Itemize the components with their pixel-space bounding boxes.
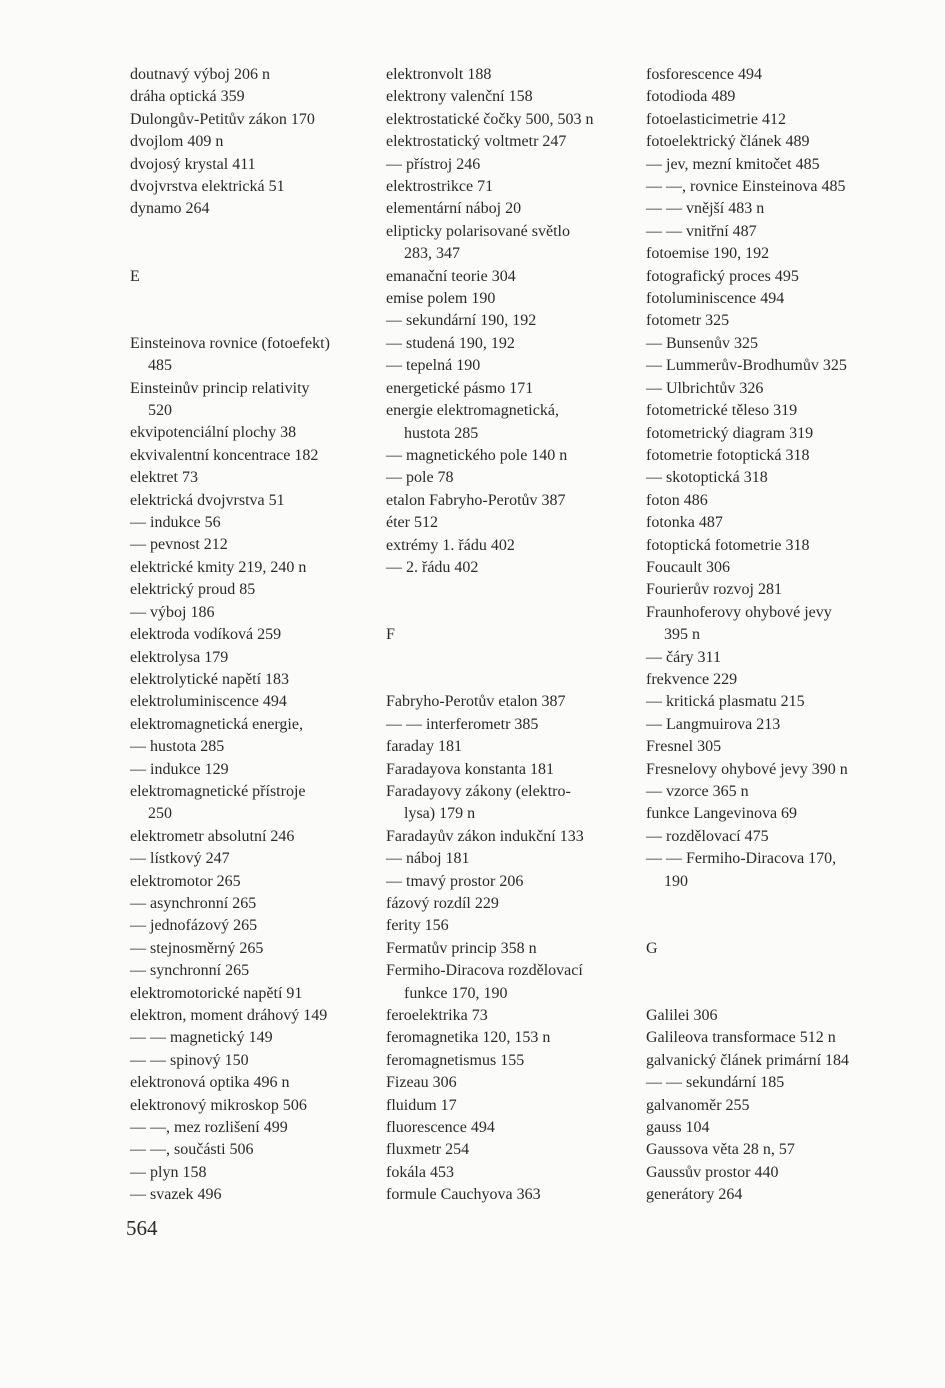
index-entry: dvojvrstva elektrická 51 — [130, 178, 285, 196]
index-entry: etalon Fabryho-Perotův 387 — [386, 491, 566, 509]
index-entry: fotoluminiscence 494 — [646, 290, 785, 308]
index-entry: Faradayovy zákony (elektro- — [386, 782, 571, 800]
index-entry: fotometrie fotoptická 318 — [646, 446, 810, 464]
index-entry: elektrostatický voltmetr 247 — [386, 133, 567, 151]
index-entry: feromagnetismus 155 — [386, 1051, 525, 1069]
index-entry: funkce Langevinova 69 — [646, 805, 798, 823]
index-entry: dynamo 264 — [130, 200, 210, 218]
index-entry: — — sekundární 185 — [646, 1074, 785, 1092]
index-entry: elementární náboj 20 — [386, 200, 522, 218]
index-entry: — magnetického pole 140 n — [386, 446, 568, 464]
index-entry: Fermiho-Diracova rozdělovací — [386, 962, 583, 980]
index-spacer — [646, 983, 908, 1005]
index-entry: elektromagnetické přístroje — [130, 782, 306, 800]
index-entry: fotometr 325 — [646, 312, 730, 330]
index-entry: fotometrický diagram 319 — [646, 424, 814, 442]
index-column-1 — [130, 64, 382, 1207]
index-entry: — náboj 181 — [386, 850, 470, 868]
index-entry: fokála 453 — [386, 1163, 454, 1181]
index-entry: — čáry 311 — [646, 648, 721, 666]
index-entry: fotonka 487 — [646, 514, 723, 532]
index-entry: — Bunsenův 325 — [646, 334, 758, 352]
index-entry-continuation: hustota 285 — [404, 424, 479, 442]
index-entry: elektrometr absolutní 246 — [130, 827, 295, 845]
index-entry: — lístkový 247 — [130, 850, 230, 868]
index-spacer — [386, 579, 640, 601]
index-entry: elektron, moment dráhový 149 — [130, 1007, 328, 1024]
index-entry: elektromotor 265 — [130, 872, 241, 890]
index-entry: doutnavý výboj 206 n — [130, 66, 270, 83]
index-entry: Faradayova konstanta 181 — [386, 760, 554, 778]
index-entry: ferity 156 — [386, 917, 449, 935]
index-entry: — jednofázový 265 — [130, 917, 258, 935]
index-column-3 — [646, 64, 908, 1207]
index-entry: elektronvolt 188 — [386, 66, 492, 83]
index-entry: Fourierův rozvoj 281 — [646, 581, 782, 599]
index-entry: — synchronní 265 — [130, 962, 250, 980]
index-entry-continuation: 485 — [148, 357, 172, 375]
index-entry: — — Fermiho-Diracova 170, — [646, 850, 837, 868]
page-number: 564 — [126, 1216, 158, 1240]
index-entry: — — vnitřní 487 — [646, 222, 757, 240]
index-entry: fosforescence 494 — [646, 66, 762, 83]
index-entry: extrémy 1. řádu 402 — [386, 536, 515, 554]
index-letter-heading: G — [646, 939, 658, 957]
index-entry: ekvivalentní koncentrace 182 — [130, 446, 319, 464]
index-entry-continuation: 395 n — [664, 626, 700, 644]
index-entry: Fermatův princip 358 n — [386, 939, 537, 957]
index-entry-continuation: funkce 170, 190 — [404, 984, 508, 1002]
index-entry: frekvence 229 — [646, 670, 738, 688]
index-entry: — 2. řádu 402 — [386, 558, 479, 576]
index-entry: emanační teorie 304 — [386, 267, 516, 285]
index-entry: foton 486 — [646, 491, 708, 509]
index-column-2 — [386, 64, 640, 1207]
index-entry: — hustota 285 — [130, 738, 225, 756]
index-entry: galvanický článek primární 184 — [646, 1051, 850, 1069]
index-entry: fluxmetr 254 — [386, 1141, 470, 1159]
index-spacer — [130, 243, 382, 265]
index-entry: — sekundární 190, 192 — [386, 312, 537, 330]
index-entry: elektrolysa 179 — [130, 648, 229, 666]
index-entry: elektronová optika 496 n — [130, 1074, 290, 1092]
index-entry: faraday 181 — [386, 738, 462, 756]
index-entry: Gaussova věta 28 n, 57 — [646, 1141, 795, 1159]
index-entry: fotodioda 489 — [646, 88, 736, 106]
index-entry: — rozdělovací 475 — [646, 827, 769, 845]
index-entry: Foucault 306 — [646, 558, 730, 576]
index-entry: — pole 78 — [386, 469, 454, 487]
index-entry-continuation: 520 — [148, 402, 172, 420]
index-entry: — svazek 496 — [130, 1186, 222, 1204]
index-entry: — indukce 56 — [130, 514, 221, 532]
index-entry: ekvipotenciální plochy 38 — [130, 424, 297, 442]
index-entry: — plyn 158 — [130, 1163, 207, 1181]
index-entry: fotoptická fotometrie 318 — [646, 536, 810, 554]
index-entry: Galileova transformace 512 n — [646, 1029, 836, 1047]
index-entry: Dulongův-Petitův zákon 170 — [130, 110, 315, 128]
index-entry: fotoelasticimetrie 412 — [646, 110, 786, 128]
index-entry: fotometrické těleso 319 — [646, 402, 798, 420]
index-entry: — — magnetický 149 — [130, 1029, 273, 1047]
index-entry: elektrony valenční 158 — [386, 88, 533, 106]
index-entry: elektrická dvojvrstva 51 — [130, 491, 285, 509]
index-entry: formule Cauchyova 363 — [386, 1186, 541, 1204]
index-entry: elektrostrikce 71 — [386, 178, 494, 196]
index-entry: — —, mez rozlišení 499 — [130, 1119, 288, 1137]
index-entry: elektrický proud 85 — [130, 581, 256, 599]
index-entry: fotoemise 190, 192 — [646, 245, 770, 263]
index-entry: Einsteinova rovnice (fotoefekt) — [130, 334, 330, 352]
index-entry: Fabryho-Perotův etalon 387 — [386, 693, 566, 711]
index-entry: — vzorce 365 n — [646, 783, 749, 800]
index-entry: fluidum 17 — [386, 1096, 457, 1114]
index-entry: energie elektromagnetická, — [386, 402, 559, 420]
index-entry: éter 512 — [386, 514, 438, 532]
index-entry: fotoelektrický článek 489 — [646, 133, 810, 151]
index-entry: elektroda vodíková 259 — [130, 626, 282, 644]
index-spacer — [130, 310, 382, 332]
index-entry: — Lummerův-Brodhumův 325 — [646, 357, 847, 375]
index-entry: fázový rozdíl 229 — [386, 894, 499, 912]
index-entry: generátory 264 — [646, 1186, 743, 1204]
index-entry: — Langmuirova 213 — [646, 715, 781, 733]
index-entry: — —, rovnice Einsteinova 485 — [646, 178, 846, 196]
index-entry: — stejnosměrný 265 — [130, 939, 264, 957]
index-entry: — — vnější 483 n — [646, 200, 765, 218]
index-entry: Fresnelovy ohybové jevy 390 n — [646, 760, 848, 778]
index-entry: — výboj 186 — [130, 603, 215, 621]
index-entry: elektrolytické napětí 183 — [130, 670, 290, 688]
index-entry: galvanoměr 255 — [646, 1096, 750, 1114]
index-entry: — skotoptická 318 — [646, 469, 768, 487]
index-entry: Faradayův zákon indukční 133 — [386, 827, 584, 845]
index-entry: feroelektrika 73 — [386, 1007, 488, 1024]
index-entry: — indukce 129 — [130, 760, 229, 778]
index-entry: — asynchronní 265 — [130, 894, 257, 912]
index-entry: — přístroj 246 — [386, 155, 481, 173]
index-entry: — jev, mezní kmitočet 485 — [646, 155, 820, 173]
index-entry: elektromagnetická energie, — [130, 715, 303, 733]
index-entry: dvojlom 409 n — [130, 133, 224, 151]
index-letter-heading: F — [386, 626, 395, 644]
index-spacer — [646, 915, 908, 937]
index-entry-continuation: 250 — [148, 805, 172, 823]
index-entry: fluorescence 494 — [386, 1119, 495, 1137]
index-entry: elektromotorické napětí 91 — [130, 984, 303, 1002]
index-entry: elektronový mikroskop 506 — [130, 1096, 307, 1114]
index-entry: elektrické kmity 219, 240 n — [130, 558, 307, 576]
index-entry: Gaussův prostor 440 — [646, 1163, 779, 1181]
index-entry: gauss 104 — [646, 1119, 710, 1137]
index-entry: — — spinový 150 — [130, 1051, 249, 1069]
index-entry: Fresnel 305 — [646, 738, 722, 756]
index-spacer — [386, 602, 640, 624]
index-entry: — studená 190, 192 — [386, 334, 515, 352]
index-spacer — [646, 893, 908, 915]
index-letter-heading: E — [130, 267, 140, 285]
index-entry: elektroluminiscence 494 — [130, 693, 287, 711]
index-spacer — [386, 647, 640, 669]
index-entry: Einsteinův princip relativity — [130, 379, 310, 397]
index-entry-continuation: lysa) 179 n — [404, 805, 476, 823]
index-entry: — kritická plasmatu 215 — [646, 693, 805, 711]
index-spacer — [130, 221, 382, 243]
index-spacer — [130, 288, 382, 310]
index-entry: elipticky polarisované světlo — [386, 222, 570, 240]
index-entry: emise polem 190 — [386, 290, 496, 308]
index-entry: dvojosý krystal 411 — [130, 155, 256, 173]
index-entry: — pevnost 212 — [130, 536, 228, 554]
index-entry: — Ulbrichtův 326 — [646, 379, 764, 397]
index-entry-continuation: 283, 347 — [404, 245, 460, 263]
index-entry: Fizeau 306 — [386, 1074, 457, 1092]
index-entry: — — interferometr 385 — [386, 715, 539, 733]
index-entry: feromagnetika 120, 153 n — [386, 1029, 551, 1047]
index-entry: fotografický proces 495 — [646, 267, 799, 285]
index-entry: Galilei 306 — [646, 1007, 718, 1024]
index-entry: — tmavý prostor 206 — [386, 872, 524, 890]
index-entry: Fraunhoferovy ohybové jevy — [646, 603, 832, 621]
index-spacer — [646, 960, 908, 982]
index-entry: — —, součásti 506 — [130, 1141, 254, 1159]
index-entry: energetické pásmo 171 — [386, 379, 534, 397]
index-entry: elektrostatické čočky 500, 503 n — [386, 110, 594, 128]
index-spacer — [386, 669, 640, 691]
index-entry: — tepelná 190 — [386, 357, 481, 375]
index-entry-continuation: 190 — [664, 872, 688, 890]
index-entry: dráha optická 359 — [130, 88, 245, 106]
index-entry: elektret 73 — [130, 469, 198, 487]
